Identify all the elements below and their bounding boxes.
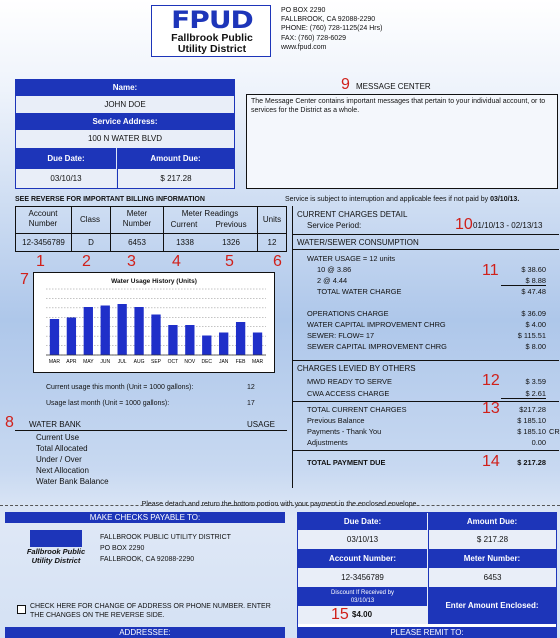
chart-tick-label: JUL	[117, 359, 127, 365]
marker-9: 9	[341, 76, 350, 93]
usage-chart	[33, 272, 275, 373]
message-center-text: The Message Center contains important messages that pertain to your individual account, or to services for the District as a whole.	[251, 98, 546, 114]
chart-canvas	[34, 273, 274, 372]
message-center-box	[246, 94, 558, 189]
cwa-label: CWA ACCESS CHARGE	[307, 389, 390, 398]
adjustments-label: Adjustments	[307, 438, 348, 447]
chart-bar	[134, 307, 143, 355]
discount-line: Discount If Received by	[330, 590, 395, 596]
total-water-label: TOTAL WATER CHARGE	[317, 287, 402, 296]
col-class-header: Class	[79, 215, 100, 224]
account-table	[15, 206, 287, 252]
chart-title: Water Usage History (Units)	[111, 278, 197, 285]
sewer-label: SEWER: FLOW= 17	[307, 331, 375, 340]
units-value: 12	[267, 238, 277, 247]
header-text: Meter	[126, 209, 148, 218]
col-current-header: Current	[170, 220, 198, 229]
district-address	[281, 6, 382, 52]
payee-line: PO BOX 2290	[100, 545, 145, 552]
service-address: 100 N WATER BLVD	[16, 130, 234, 148]
operations-label: OPERATIONS CHARGE	[307, 309, 389, 318]
stub-logo-line2: Utility District	[31, 556, 81, 565]
water-bank-item: Current Use	[36, 433, 80, 442]
discount-label	[298, 587, 427, 606]
marker-11: 11	[482, 262, 499, 279]
last-usage-label: Usage last month (Unit = 1000 gallons):	[46, 400, 170, 407]
total-due-label: TOTAL PAYMENT DUE	[307, 458, 386, 467]
sewer-capital-label: SEWER CAPITAL IMPROVEMENT CHRG	[307, 342, 447, 351]
marker-13: 13	[482, 400, 500, 417]
mwd-label: MWD READY TO SERVE	[307, 377, 392, 386]
stub-amount-label: Amount Due:	[428, 513, 556, 530]
meter-number: 6453	[128, 238, 146, 247]
customer-box	[15, 79, 235, 189]
addressee-header: ADDRESSEE:	[5, 627, 285, 638]
change-address-checkbox[interactable]	[17, 605, 26, 614]
previous-reading: 1326	[222, 238, 240, 247]
stub-due-date: 03/10/13	[346, 535, 379, 544]
chart-bar	[84, 307, 93, 355]
marker-14: 14	[482, 453, 500, 470]
chart-bar	[118, 304, 127, 355]
operations-amount: $ 36.09	[521, 309, 546, 318]
stub-logo	[20, 530, 92, 564]
tier1-label: 10 @ 3.86	[317, 265, 352, 274]
fpud-logo	[151, 5, 271, 57]
water-bank-usage-label: USAGE	[247, 420, 276, 429]
total-water: $ 47.48	[521, 287, 546, 296]
address-line: PO BOX 2290	[281, 7, 326, 14]
website-link[interactable]: www.fpud.com	[281, 43, 327, 51]
payee-line: FALLBROOK PUBLIC UTILITY DISTRICT	[100, 534, 231, 541]
customer-name: JOHN DOE	[16, 96, 234, 113]
adjustments-amount: 0.00	[531, 438, 546, 447]
stub-account: 12-3456789	[341, 573, 384, 582]
detach-note: Please detach and return the bottom portion with your payment in the enclosed envelope.	[141, 501, 419, 508]
logo-name-line1: Fallbrook Public	[171, 32, 253, 44]
amount-due-label: Amount Due:	[117, 148, 234, 169]
stub-logo-mark	[30, 530, 82, 547]
payments-amount: $ 185.10	[517, 427, 546, 436]
chart-tick-label: AUG	[133, 359, 145, 365]
payable-header: MAKE CHECKS PAYABLE TO:	[5, 512, 285, 523]
stub-account-label: Account Number:	[298, 549, 427, 568]
total-current-label: TOTAL CURRENT CHARGES	[307, 405, 407, 414]
current-usage-value: 12	[247, 384, 255, 391]
total-current: $217.28	[519, 405, 546, 414]
stub-amount: $ 217.28	[428, 530, 556, 549]
chart-tick-label: DEC	[201, 359, 213, 365]
chart-bar	[202, 336, 211, 356]
marker-12: 12	[482, 372, 500, 389]
stub-meter: 6453	[428, 568, 556, 587]
cwa-amount: $ 2.61	[501, 389, 546, 399]
payments-label: Payments - Thank You	[307, 427, 382, 436]
tier2-amount: $ 8.88	[501, 276, 546, 286]
payments-cr: CR	[549, 427, 560, 436]
service-period-label: Service Period:	[307, 221, 362, 230]
current-reading: 1338	[176, 238, 194, 247]
enter-amount-label: Enter Amount Enclosed:	[428, 587, 556, 624]
account-number: 12-3456789	[22, 238, 65, 247]
water-usage-label: WATER USAGE = 12 units	[307, 254, 396, 263]
current-usage-label: Current usage this month (Unit = 1000 gallons):	[46, 384, 194, 391]
stub-meter-label: Meter Number:	[428, 549, 556, 568]
water-bank-list	[36, 432, 109, 487]
chart-tick-label: SEP	[150, 359, 162, 365]
chart-bar	[219, 333, 228, 356]
col-account-header	[16, 209, 70, 229]
service-address-label: Service Address:	[16, 113, 234, 130]
change-address-label: CHECK HERE FOR CHANGE OF ADDRESS OR PHONE NUMBER. ENTER THE CHANGES ON THE REVERSE SIDE.	[30, 603, 271, 619]
discount-amount: $4.00	[352, 610, 373, 619]
due-date-label: Due Date:	[16, 148, 116, 169]
chart-bar	[67, 318, 76, 356]
name-label: Name:	[16, 80, 234, 96]
header-text: Number	[122, 219, 152, 228]
chart-bar	[253, 333, 262, 356]
header-text: Number	[28, 219, 58, 228]
chart-tick-label: MAY	[83, 359, 94, 365]
previous-balance: $ 185.10	[517, 416, 546, 425]
marker-15: 15	[331, 606, 349, 623]
address-line: FAX: (760) 728-6029	[281, 34, 346, 42]
discount-line: 03/10/13	[350, 598, 375, 604]
marker-7: 7	[20, 271, 29, 288]
service-period: 01/10/13 - 02/13/13	[473, 221, 543, 230]
water-bank-item: Total Allocated	[36, 444, 88, 453]
last-usage-value: 17	[247, 400, 255, 407]
chart-tick-label: OCT	[167, 359, 179, 365]
stub-due-label: Due Date:	[298, 513, 427, 530]
amount-due: $ 217.28	[117, 169, 234, 188]
chart-bar	[185, 325, 194, 355]
chart-bar	[101, 306, 110, 356]
payee-address	[100, 532, 231, 565]
chart-bar	[236, 322, 245, 355]
col-previous-header: Previous	[215, 220, 247, 229]
due-date: 03/10/13	[16, 169, 116, 188]
header-text: Account	[28, 209, 58, 218]
chart-tick-label: JAN	[218, 359, 229, 365]
remit-header: PLEASE REMIT TO:	[297, 627, 557, 638]
tier1-amount: $ 38.60	[521, 265, 546, 274]
interruption-note	[285, 196, 519, 203]
logo-name-line2: Utility District	[177, 43, 247, 55]
charges-panel	[292, 206, 558, 488]
chart-tick-label: MAR	[251, 359, 264, 365]
chart-tick-label: NOV	[184, 359, 196, 365]
marker-8: 8	[5, 414, 14, 431]
marker-2: 2	[82, 253, 91, 270]
col-meter-header	[112, 209, 162, 229]
address-line: PHONE: (760) 728-1125(24 Hrs)	[281, 25, 383, 33]
class-value: D	[88, 238, 94, 247]
marker-10: 10	[455, 216, 473, 233]
tier2-label: 2 @ 4.44	[317, 276, 348, 285]
interruption-date: 03/10/13.	[490, 196, 520, 203]
remit-box	[297, 512, 557, 638]
sewer-amount: $ 115.51	[517, 331, 546, 340]
marker-4: 4	[172, 253, 181, 270]
interruption-text: Service is subject to interruption and applicable fees if not paid by	[285, 196, 489, 203]
consumption-title: WATER/SEWER CONSUMPTION	[297, 238, 419, 247]
previous-balance-label: Previous Balance	[307, 416, 365, 425]
chart-bar	[151, 315, 160, 356]
chart-tick-label: FEB	[235, 359, 246, 365]
chart-tick-label: MAR	[48, 359, 61, 365]
water-bank-title: WATER BANK	[29, 420, 82, 429]
chart-bar	[50, 319, 59, 355]
logo-letters: FPUD	[171, 6, 253, 35]
col-readings-header: Meter Readings	[181, 209, 239, 218]
chart-tick-label: APR	[66, 359, 77, 365]
marker-3: 3	[127, 253, 136, 270]
current-charges-title: CURRENT CHARGES DETAIL	[297, 210, 408, 219]
water-bank-item: Under / Over	[36, 455, 82, 464]
mwd-amount: $ 3.59	[525, 377, 546, 386]
message-center-title: MESSAGE CENTER	[356, 82, 431, 91]
capital-amount: $ 4.00	[525, 320, 546, 329]
sewer-capital-amount: $ 8.00	[525, 342, 546, 351]
marker-1: 1	[36, 253, 45, 270]
chart-tick-label: JUN	[100, 359, 111, 365]
total-due: $ 217.28	[517, 458, 546, 467]
marker-6: 6	[273, 253, 282, 270]
water-bank-item: Next Allocation	[36, 466, 89, 475]
marker-5: 5	[225, 253, 234, 270]
stub-logo-line1: Fallbrook Public	[26, 547, 86, 556]
levied-title: CHARGES LEVIED BY OTHERS	[297, 364, 416, 373]
chart-bar	[168, 325, 177, 355]
water-bank-item: Water Bank Balance	[36, 477, 109, 486]
payee-line: FALLBROOK, CA 92088-2290	[100, 556, 195, 563]
capital-label: WATER CAPITAL IMPROVEMENT CHRG	[307, 320, 446, 329]
address-line: FALLBROOK, CA 92088-2290	[281, 16, 376, 24]
see-reverse-note: SEE REVERSE FOR IMPORTANT BILLING INFORMATION	[15, 196, 205, 203]
col-units-header: Units	[262, 215, 282, 224]
